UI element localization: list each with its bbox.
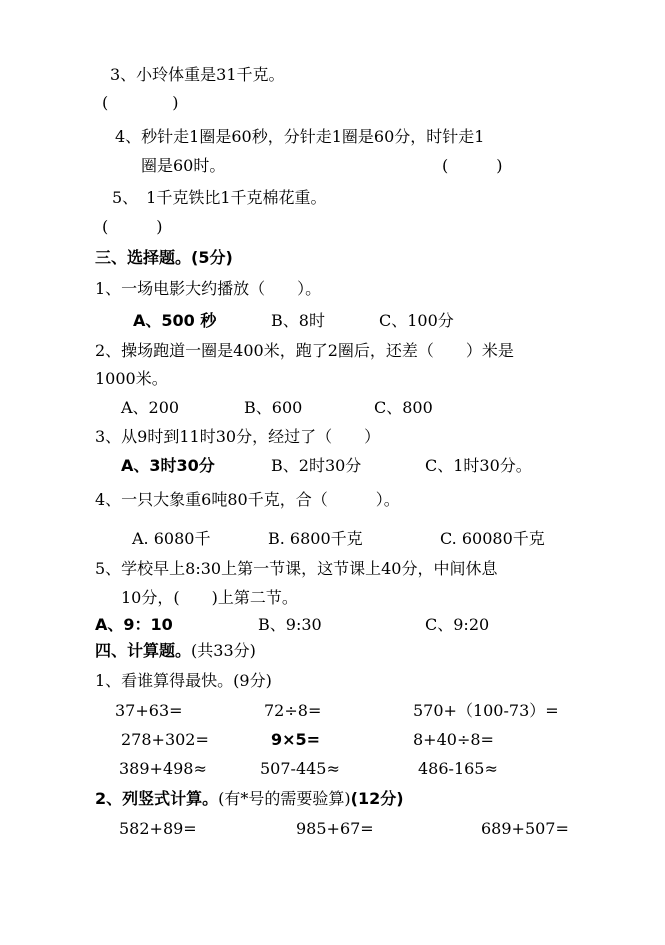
calc-q1-r3-c2: 507-445≈: [260, 759, 340, 778]
judge-q4-line2: 圈是60时。: [141, 156, 226, 175]
choice-q4-option-a: A. 6080千: [132, 529, 211, 548]
choice-q2-option-b: B、600: [244, 398, 303, 417]
calc-q1-r1-c1: 37+63=: [115, 701, 183, 720]
choice-q5-line1: 5、学校早上8:30上第一节课，这节课上40分，中间休息: [95, 559, 498, 578]
calc-q2-title: [95, 788, 404, 810]
calc-q2-item-3: 689+507=: [481, 819, 569, 838]
judge-q5: 5、 1千克铁比1千克棉花重。: [112, 188, 327, 207]
section4-heading-block: [95, 640, 256, 662]
judge-q4-answer-paren: ( ): [442, 156, 503, 175]
calc-q2-title-main: 2、列竖式计算。: [95, 789, 219, 808]
choice-q2-line1: 2、操场跑道一圈是400米，跑了2圈后，还差（ ）米是: [95, 341, 514, 360]
choice-q3-option-a: A、3时30分: [121, 456, 215, 475]
calc-q1-r2-c2: 9×5=: [271, 730, 321, 749]
calc-q1-r3-c1: 389+498≈: [119, 759, 207, 778]
calc-q1-r3-c3: 486-165≈: [418, 759, 498, 778]
calc-q1-r2-c3: 8+40÷8=: [413, 730, 494, 749]
calc-q1-r1-c2: 72÷8=: [264, 701, 322, 720]
section4-heading: 四、计算题。: [95, 641, 192, 660]
choice-q1-option-a: A、500 秒: [133, 311, 217, 330]
judge-q4-line1: 4、秒针走1圈是60秒，分针走1圈是60分，时针走1: [115, 127, 485, 146]
choice-q1-option-b: B、8时: [271, 311, 325, 330]
choice-q5-option-a: A、9：10: [95, 615, 173, 634]
choice-q5-option-b: B、9:30: [258, 615, 322, 634]
choice-q3: 3、从9时到11时30分，经过了（ ）: [95, 427, 381, 446]
calc-q2-title-score: (12分): [350, 789, 404, 808]
choice-q2-line2: 1000米。: [95, 369, 168, 388]
calc-q1-r2-c1: 278+302=: [121, 730, 209, 749]
judge-q3: 3、小玲体重是31千克。: [110, 65, 285, 84]
calc-q1-title: 1、看谁算得最快。(9分): [95, 671, 272, 690]
calc-q2-item-1: 582+89=: [119, 819, 197, 838]
section3-heading: 三、选择题。(5分): [95, 248, 233, 267]
calc-q2-item-2: 985+67=: [296, 819, 374, 838]
choice-q2-option-c: C、800: [374, 398, 433, 417]
choice-q4: 4、一只大象重6吨80千克，合（ ）。: [95, 490, 400, 509]
choice-q1-option-c: C、100分: [379, 311, 454, 330]
choice-q5-option-c: C、9:20: [425, 615, 490, 634]
choice-q4-option-c: C. 60080千克: [440, 529, 545, 548]
calc-q1-r1-c3: 570+（100-73）=: [413, 701, 559, 720]
judge-q5-answer-paren: ( ): [102, 217, 163, 236]
judge-q3-answer-paren: ( ): [102, 93, 179, 112]
choice-q2-option-a: A、200: [121, 398, 180, 417]
choice-q3-option-c: C、1时30分。: [425, 456, 532, 475]
choice-q3-option-b: B、2时30分: [271, 456, 362, 475]
choice-q5-line2: 10分，( )上第二节。: [121, 588, 298, 607]
section4-heading-note: (共33分): [191, 641, 256, 660]
choice-q4-option-b: B. 6800千克: [268, 529, 363, 548]
choice-q1: 1、一场电影大约播放（ ）。: [95, 279, 322, 298]
calc-q2-title-note: (有*号的需要验算): [218, 789, 351, 808]
